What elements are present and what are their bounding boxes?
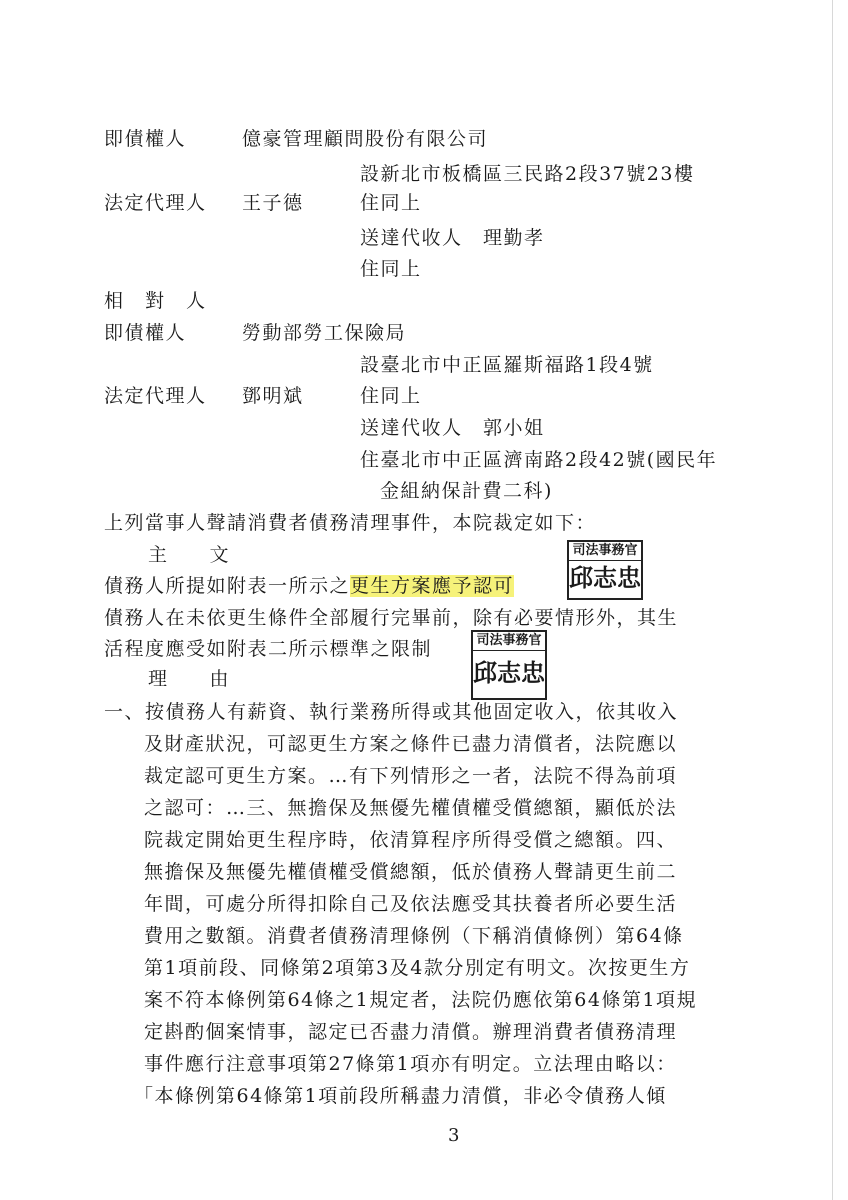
creditor1-rep-address: 住同上 [360, 192, 422, 214]
reason-line: 年間，可處分所得扣除自己及依法應受其扶養者所必要生活 [144, 893, 678, 915]
main-heading: 主 文 [148, 544, 231, 566]
reason-line: 第1項前段、同條第2項第3及4款分別定有明文。次按更生方 [144, 957, 691, 979]
creditor1-agent-address: 住同上 [360, 258, 422, 280]
reason-line: 院裁定開始更生程序時，依清算程序所得受償之總額。四、 [144, 829, 678, 851]
creditor2-address: 設臺北市中正區羅斯福路1段4號 [360, 354, 654, 376]
page-edge-line [832, 0, 833, 1200]
reason-line: 「本條例第64條第1項前段所稱盡力清償，非必令債務人傾 [134, 1085, 667, 1107]
creditor2-rep-address: 住同上 [360, 385, 422, 407]
official-stamp [567, 540, 643, 600]
reason-line: 及財產狀況，可認更生方案之條件已盡力清償者，法院應以 [144, 733, 678, 755]
reason-line: 之認可：…三、無擔保及無優先權債權受償總額，顯低於法 [144, 797, 678, 819]
creditor2-role: 即債權人 [104, 322, 187, 344]
reason-line: 無擔保及無優先權債權受償總額，低於債務人聲請更生前二 [144, 861, 678, 883]
creditor2-agent-address-line2: 金組納保計費二科) [380, 480, 553, 502]
stamp-name: 邱志忠 [569, 563, 641, 592]
creditor1-role: 即債權人 [104, 128, 187, 150]
ruling-intro: 上列當事人聲請消費者債務清理事件，本院裁定如下： [104, 512, 597, 534]
ruling-item2-line2: 活程度應受如附表二所示標準之限制 [104, 638, 433, 660]
reason-line: 裁定認可更生方案。…有下列情形之一者，法院不得為前項 [144, 765, 678, 787]
reason-line: 費用之數額。消費者債務清理條例（下稱消債條例）第64條 [144, 925, 684, 947]
stamp-title: 司法事務官 [569, 542, 641, 561]
page-number: 3 [448, 1125, 460, 1146]
creditor1-service-agent: 送達代收人 理勤孝 [360, 227, 545, 249]
creditor2-service-agent: 送達代收人 郭小姐 [360, 417, 545, 439]
creditor2-rep-role: 法定代理人 [104, 385, 207, 407]
respondent-heading: 相 對 人 [104, 290, 207, 312]
ruling-item1-highlight: 更生方案應予認可 [350, 575, 515, 597]
ruling-item2-line1: 債務人在未依更生條件全部履行完畢前，除有必要情形外，其生 [104, 607, 679, 629]
stamp-name: 邱志忠 [473, 658, 545, 687]
reason-line: 事件應行注意事項第27條第1項亦有明定。立法理由略以： [144, 1053, 677, 1075]
creditor2-name: 勞動部勞工保險局 [242, 322, 407, 344]
reason-line: 一、按債務人有薪資、執行業務所得或其他固定收入，依其收入 [104, 701, 679, 723]
official-stamp-2 [471, 630, 547, 700]
creditor1-name: 億豪管理顧問股份有限公司 [242, 128, 489, 150]
reason-heading: 理 由 [148, 668, 231, 690]
creditor1-rep-role: 法定代理人 [104, 192, 207, 214]
creditor1-address: 設新北市板橋區三民路2段37號23樓 [360, 163, 695, 185]
creditor1-rep-name: 王子德 [242, 192, 304, 214]
ruling-item1-text: 債務人所提如附表一所示之 [104, 575, 351, 597]
reason-line: 案不符本條例第64條之1規定者，法院仍應依第64條第1項規 [144, 989, 698, 1011]
stamp-title: 司法事務官 [473, 632, 545, 651]
reason-line: 定斟酌個案情事，認定已否盡力清償。辦理消費者債務清理 [144, 1021, 678, 1043]
ruling-item1 [104, 573, 514, 599]
creditor2-agent-address-line1: 住臺北市中正區濟南路2段42號(國民年 [360, 449, 718, 471]
creditor2-rep-name: 鄧明斌 [242, 385, 304, 407]
